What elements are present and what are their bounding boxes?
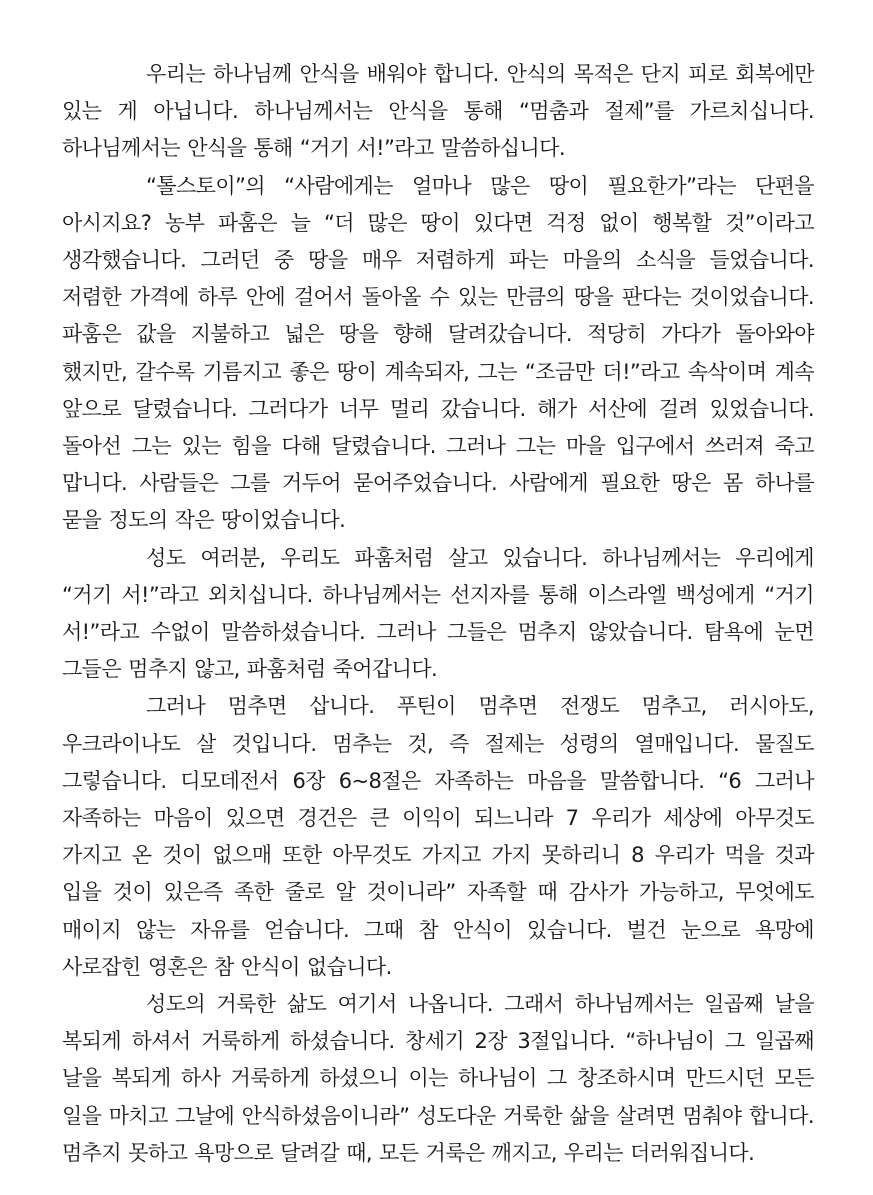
paragraph-call-to-stop: 성도 여러분, 우리도 파훔처럼 살고 있습니다. 하나님께서는 우리에게 “거기 서!”라고 외치십니다. 하나님께서는 선지자를 통해 이스라엘 백성에게 “거기 서!”라고 수없이 말씀하셨습니다. 그러나 그들은 멈추지 않았습니다. 탐욕에 눈먼 그들은 멈추지 않고, 파훔처럼 죽어갑니다. xyxy=(62,545,814,682)
paragraph-tolstoy-story: “톨스토이”의 “사람에게는 얼마나 많은 땅이 필요한가”라는 단편을 아시지요? 농부 파훔은 늘 “더 많은 땅이 있다면 걱정 없이 행복할 것”이라고 생각했습니다. 그러던 중 땅을 매우 저렴하게 파는 마을의 소식을 들었습니다. 저렴한 가격에 하루 안에 걸어서 돌아올 수 있는 만큼의 땅을 판다는 것이었습니다. 파훔은 값을 지불하고 넓은 땅을 향해 달려갔습니다. 적당히 가다가 돌아와야 했지만, 갈수록 기름지고 좋은 땅이 계속되자, 그는 “조금만 더!”라고 속삭이며 계속 앞으로 달렸습니다. 그러다가 너무 멀리 갔습니다. 해가 서산에 걸려 있었습니다. 돌아선 그는 있는 힘을 다해 달렸습니다. 그러나 그는 마을 입구에서 쓰러져 죽고 맙니다. 사람들은 그를 거두어 묻어주었습니다. 사람에게 필요한 땅은 몸 하나를 묻을 정도의 작은 땅이었습니다. xyxy=(62,173,814,533)
document-page xyxy=(62,56,814,1172)
paragraph-holy-life: 성도의 거룩한 삶도 여기서 나옵니다. 그래서 하나님께서는 일곱째 날을 복되게 하셔서 거룩하게 하셨습니다. 창세기 2장 3절입니다. “하나님이 그 일곱째 날을 복되게 하사 거룩하게 하셨으니 이는 하나님이 그 창조하시며 만드시던 모든 일을 마치고 그날에 안식하셨음이니라” 성도다운 거룩한 삶을 살려면 멈춰야 합니다. 멈추지 못하고 욕망으로 달려갈 때, 모든 거룩은 깨지고, 우리는 더러워집니다. xyxy=(62,992,814,1165)
paragraph-rest-and-restraint: 우리는 하나님께 안식을 배워야 합니다. 안식의 목적은 단지 피로 회복에만 있는 게 아닙니다. 하나님께서는 안식을 통해 “멈춤과 절제”를 가르치십니다. 하나님께서는 안식을 통해 “거기 서!”라고 말씀하십니다. xyxy=(62,62,814,161)
paragraph-stopping-brings-life: 그러나 멈추면 삽니다. 푸틴이 멈추면 전쟁도 멈추고, 러시아도, 우크라이나도 살 것입니다. 멈추는 것, 즉 절제는 성령의 열매입니다. 물질도 그렇습니다. 디모데전서 6장 6~8절은 자족하는 마음을 말씀합니다. “6 그러나 자족하는 마음이 있으면 경건은 큰 이익이 되느니라 7 우리가 세상에 아무것도 가지고 온 것이 없으매 또한 아무것도 가지고 가지 못하리니 8 우리가 먹을 것과 입을 것이 있은즉 족한 줄로 알 것이니라” 자족할 때 감사가 가능하고, 무엇에도 매이지 않는 자유를 얻습니다. 그때 참 안식이 있습니다. 벌건 눈으로 욕망에 사로잡힌 영혼은 참 안식이 없습니다. xyxy=(62,694,814,979)
